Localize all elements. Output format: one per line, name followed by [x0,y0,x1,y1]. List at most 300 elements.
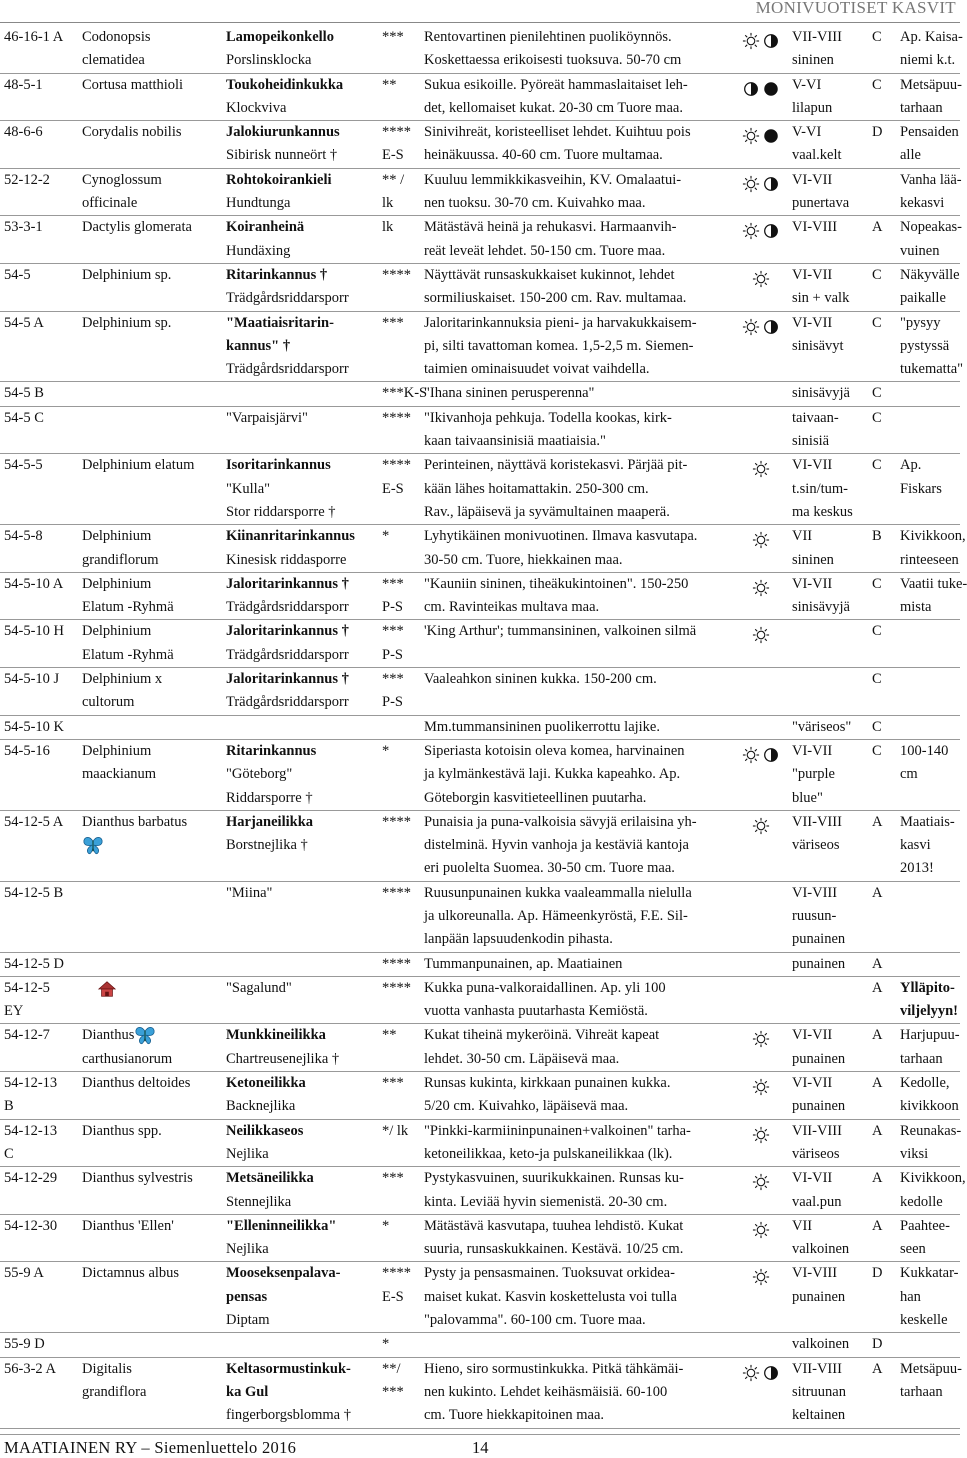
note-line: tarhaan [900,99,943,116]
description [422,739,734,810]
note [896,1214,960,1262]
house-icon [96,979,118,999]
note [896,1072,960,1120]
description-line: sormiliuskaiset. 150-200 cm. Rav. multamaa. [424,290,687,307]
latin-name [78,1214,222,1262]
bloom-time-color-line: VI-VIII [792,1265,838,1282]
note-line: mista [900,599,932,616]
bloom-time-color [788,168,870,216]
latin-name-line: Delphinium sp. [82,266,172,283]
common-name-line: Sibirisk nunneört † [226,147,338,164]
table-row [0,1333,960,1357]
latin-name-line: officinale [82,195,138,212]
description [422,1167,734,1215]
description [422,168,734,216]
common-name-line: Jaloritarinkannus † [226,623,349,640]
rating-stars-line: **** [382,955,411,972]
common-name-line: "Kulla" [226,480,271,497]
bloom-time-color [788,525,870,573]
light-requirement [734,121,788,169]
description-line: Koskettaessa erikoisesti tuoksuva. 50-70 cm [424,52,682,69]
bloom-time-color-line: sinisävyjä [792,385,850,402]
seed-code [0,406,78,454]
note-line: cm [900,766,918,783]
rating-stars [380,1333,422,1357]
common-name [222,454,380,525]
rating-stars [380,216,422,264]
half-shade-icon [762,1364,780,1382]
rating-stars-line: *** [382,1170,404,1187]
seed-code [0,454,78,525]
description [422,454,734,525]
bloom-time-color [788,1262,870,1333]
note-line: viksi [900,1145,929,1162]
note [896,881,960,952]
rating-stars-line: * [382,1336,390,1353]
latin-name [78,810,222,881]
seed-code [0,168,78,216]
seed-code-line: 54-5-10 H [4,623,65,640]
bloom-time-color [788,263,870,311]
description-line: Kukka puna-valkoraidallinen. Ap. yli 100 [424,979,666,996]
light-requirement [734,406,788,454]
latin-name-line: Codonopsis [82,29,151,45]
note [896,216,963,264]
rating-stars-line: lk [382,195,394,212]
seed-code-line: 54-5 C [4,409,44,426]
description [422,382,734,406]
seed-code [0,26,78,73]
half-shade-icon [762,32,780,50]
table-row [0,382,960,406]
common-name-line: Jaloritarinkannus † [226,671,349,688]
common-name [222,1072,380,1120]
note-line: han [900,1288,921,1305]
bloom-time-color-line: punainen [792,1050,846,1067]
rating-stars [380,976,422,1024]
hardiness-class: A [870,952,896,976]
seed-code-line: 54-12-29 [4,1170,58,1187]
sun-icon [742,746,760,764]
hardiness-class: A [870,881,896,952]
bloom-time-color-line: VII-VIII [792,29,842,45]
common-name-line: Jalokiurunkannus [226,124,340,141]
common-name [222,952,380,976]
rating-stars-line: **** [382,409,411,426]
latin-name-line: Delphinium x [82,671,163,688]
rating-stars [380,454,422,525]
seed-code [0,382,78,406]
seed-code [0,620,78,668]
description-line: cm. Ravinteikas multava maa. [424,599,600,616]
description [422,1072,734,1120]
seed-code-line: 54-5 A [4,314,44,331]
table-row [0,1167,960,1215]
rating-stars-line: **** [382,1265,411,1282]
bloom-time-color-line: blue" [792,789,823,806]
note-line: kivikkoon [900,1098,959,1115]
bloom-time-color [788,572,870,620]
common-name-line: Klockviva [226,99,287,116]
common-name [222,572,380,620]
seed-code [0,1119,78,1167]
seed-code-line: 54-12-30 [4,1217,58,1234]
bloom-time-color-line: t.sin/tum- [792,480,848,497]
description-line: Mätästävä heinä ja rehukasvi. Harmaanvih- [424,219,677,236]
seed-code-line: 54-5-10 K [4,718,65,735]
description-line: Siperiasta kotoisin oleva komea, harvinainen [424,742,685,759]
table-row [0,73,960,121]
table-row [0,121,960,169]
hardiness-class: C [870,620,896,668]
latin-name-line: Delphinium elatum [82,457,195,474]
latin-name [78,311,222,382]
light-requirement [734,73,788,121]
latin-name-line: Dianthus sylvestris [82,1170,193,1187]
bloom-time-color-line: valkoinen [792,1241,850,1258]
note [896,739,960,810]
note [896,263,960,311]
common-name [222,1214,380,1262]
latin-name-line: Dianthus spp. [82,1122,162,1139]
common-name-line: Kinesisk riddasporre [226,551,347,568]
common-name-line: "Elleninneilikka" [226,1217,337,1234]
description-line: "palovamma". 60-100 cm. Tuore maa. [424,1312,646,1329]
bloom-time-color-line: sinisiä [792,433,830,450]
description-line: lanpään lapsuudenkodin pihasta. [424,931,613,948]
seed-code-line: 54-12-5 [4,979,50,996]
note-line: kedolle [900,1193,943,1210]
latin-name-line: Delphinium [82,528,152,545]
latin-name [78,216,222,264]
shade-icon [762,127,780,145]
description [422,881,734,952]
bloom-time-color-line: ma keskus [792,503,853,520]
bloom-time-color [788,1024,870,1072]
rating-stars [380,952,422,976]
note-line: Vanha lää- [900,171,962,188]
latin-name [78,1072,222,1120]
description [422,73,734,121]
bloom-time-color-line: VI-VII [792,171,833,188]
bloom-time-color [788,26,870,73]
description-line: 'King Arthur'; tummansininen, valkoinen silmä [424,623,697,640]
description-line: kinta. Leviää hyvin siemenistä. 20-30 cm. [424,1193,668,1210]
common-name-line: Trädgårdsriddarsporr [226,290,349,307]
seed-code-line: 54-12-13 [4,1075,58,1092]
sun-icon [752,626,770,644]
note [896,406,960,454]
common-name-line: Chartreusenejlika † [226,1050,340,1067]
common-name [222,668,380,716]
bloom-time-color [788,406,870,454]
rating-stars [380,406,422,454]
common-name-line: Porslinsklocka [226,52,312,69]
hardiness-class: D [870,1333,896,1357]
note-line: Maatiais- [900,813,955,830]
rating-stars-line: ** / [382,171,405,188]
rating-stars-line: ** [382,76,397,93]
latin-name [78,1167,222,1215]
bloom-time-color-line: VI-VII [792,575,833,592]
bloom-time-color-line: sinisävyjä [792,599,850,616]
hardiness-class: C [870,668,896,716]
common-name-line: Harjaneilikka [226,813,314,830]
table-row [0,810,960,881]
latin-name [78,620,222,668]
description [422,620,734,668]
description [422,952,734,976]
table-row [0,525,960,573]
common-name [222,73,380,121]
note-line: paikalle [900,290,946,307]
description-line: "Kauniin sininen, tiheäkukintoinen". 150-250 [424,575,689,592]
seed-code-line: 56-3-2 A [4,1360,56,1377]
hardiness-class: A [870,1214,896,1262]
sun-icon [752,817,770,835]
sun-icon [742,127,760,145]
rating-stars-line: **** [382,266,411,283]
seed-code-line: C [4,1145,14,1162]
note-line: Reunakas- [900,1122,962,1139]
common-name-line: ka Gul [226,1383,269,1400]
common-name [222,715,380,739]
description-line: suuria, runsaskukkainen. Kestävä. 10/25 cm. [424,1241,684,1258]
description-line: Tummanpunainen, ap. Maatiainen [424,955,623,972]
bloom-time-color [788,715,870,739]
light-requirement [734,668,788,716]
latin-name [78,881,222,952]
seed-code [0,1262,78,1333]
note-line: Ap. [900,457,922,474]
description [422,26,734,73]
page-number: 14 [472,1438,489,1457]
seed-code [0,525,78,573]
table-row [0,976,960,1024]
note-line: Pensaiden [900,124,959,141]
description [422,406,734,454]
note [896,976,960,1024]
rating-stars [380,26,422,73]
light-requirement [734,168,788,216]
description-line: pi, silti tavattoman komea. 1,5-2,5 m. Siemen- [424,337,694,354]
common-name [222,881,380,952]
bloom-time-color [788,216,870,264]
light-requirement [734,26,788,73]
common-name [222,168,380,216]
common-name [222,26,380,73]
common-name-line: pensas [226,1288,268,1305]
note [896,454,960,525]
seed-code-line: 54-12-13 [4,1122,58,1139]
bloom-time-color [788,1333,870,1357]
latin-name-line: Dianthus 'Ellen' [82,1217,174,1234]
hardiness-class: C [870,263,896,311]
light-requirement [734,810,788,881]
seed-catalog-body [0,26,967,1428]
common-name-line: Lamopeikonkello [226,29,334,45]
common-name [222,1333,380,1357]
bloom-time-color-line: punainen [792,1288,846,1305]
latin-name [78,572,222,620]
rating-stars-line: *** [382,29,404,45]
sun-icon [752,579,770,597]
note [896,1167,966,1215]
rating-stars-line: lk [382,219,394,236]
light-requirement [734,454,788,525]
bloom-time-color-line: VI-VII [792,1027,833,1044]
rating-stars-line: **/ [382,1360,401,1377]
common-name-line: Metsäneilikka [226,1170,314,1187]
common-name [222,620,380,668]
rating-stars [380,881,422,952]
note-line: Kivikkoon, [900,1170,966,1187]
light-requirement [734,1119,788,1167]
common-name-line: Trädgårdsriddarsporr [226,361,349,378]
rating-stars-line: P-S [382,694,403,711]
hardiness-class: C [870,311,896,382]
hardiness-class: C [870,739,896,810]
rating-stars-line: **** [382,813,411,830]
latin-name-line: Cortusa matthioli [82,76,184,93]
description-line: Sinivihreät, koristeelliset lehdet. Kuihtuu pois [424,124,691,141]
bloom-time-color-line: VII [792,528,813,545]
hardiness-class: A [870,976,896,1024]
bloom-time-color [788,121,870,169]
description [422,121,734,169]
light-requirement [734,881,788,952]
bloom-time-color [788,810,870,881]
table-row [0,572,960,620]
light-requirement [734,1357,788,1428]
seed-catalog-table [0,26,967,1429]
seed-code [0,739,78,810]
note-line: Fiskars [900,480,942,497]
description-line: Jaloritarinkannuksia pieni- ja harvakukkaisem- [424,314,697,331]
description-line: lehdet. 30-50 cm. Läpäisevä maa. [424,1050,620,1067]
light-requirement [734,620,788,668]
latin-name [78,976,222,1024]
description-line: Hieno, siro sormustinkukka. Pitkä tähkämäi- [424,1360,684,1377]
description-line: Pystykasvuinen, suurikukkainen. Runsas ku- [424,1170,684,1187]
bloom-time-color-line: keltainen [792,1407,846,1424]
common-name [222,1024,380,1072]
note-line: Vaatii tuke- [900,575,967,592]
common-name [222,1167,380,1215]
rating-stars [380,1167,422,1215]
common-name-line: Neilikkaseos [226,1122,304,1139]
seed-code-line: 46-16-1 A [4,29,64,45]
description [422,1024,734,1072]
footer-title: MAATIAINEN RY – Siemenluettelo 2016 [4,1438,297,1457]
bloom-time-color-line: sitruunan [792,1383,846,1400]
description-line: 30-50 cm. Tuore, hiekkainen maa. [424,551,623,568]
bloom-time-color-line: sininen [792,551,834,568]
common-name-line: "Miina" [226,884,273,901]
bloom-time-color-line: VI-VII [792,266,833,283]
table-row [0,715,960,739]
seed-code-line: 53-3-1 [4,219,43,236]
note-line: Kedolle, [900,1075,950,1092]
latin-name [78,26,222,73]
common-name-line: Toukoheidinkukka [226,76,344,93]
common-name [222,976,380,1024]
seed-code-line: 54-5 B [4,385,44,402]
half-shade-icon [762,222,780,240]
rating-stars-line: P-S [382,646,403,663]
note-line: Paahtee- [900,1217,950,1234]
common-name [222,406,380,454]
description-line: ketoneilikkaa, keto-ja pulskaneilikkaa (lk). [424,1145,673,1162]
sun-icon [742,318,760,336]
note [896,810,960,881]
latin-name-line: Elatum -Ryhmä [82,599,174,616]
latin-name-line: Delphinium [82,742,152,759]
seed-code [0,73,78,121]
note-line: seen [900,1241,926,1258]
latin-name [78,382,222,406]
note-line: kekasvi [900,195,945,212]
table-row [0,168,960,216]
rating-stars [380,382,428,406]
latin-name-line: Dianthus barbatus [82,813,188,830]
table-row [0,1119,960,1167]
note [896,1024,960,1072]
latin-name [78,168,222,216]
note-line: Metsäpuu- [900,76,963,93]
seed-code-line: 54-12-7 [4,1027,50,1044]
common-name [222,121,380,169]
common-name [222,525,380,573]
description-line: maiset kukat. Kasvin koskettelusta voi tulla [424,1288,677,1305]
seed-code-line: 54-12-5 D [4,955,65,972]
note [896,26,963,73]
description-line: cm. Tuore hiekkapitoinen maa. [424,1407,605,1424]
description-line: Rentovartinen pienilehtinen puoliköynnös. [424,29,672,45]
note-line: 100-140 [900,742,949,759]
rating-stars-line: *** [382,314,404,331]
table-row [0,1214,960,1262]
rating-stars-line: *** [382,1075,404,1092]
description-line: reät leveät lehdet. 50-150 cm. Tuore maa. [424,242,666,259]
description-line: Sukua esikoille. Pyöreät hammaslaitaiset leh- [424,76,688,93]
light-requirement [734,572,788,620]
common-name-line: Borstnejlika † [226,837,308,854]
common-name-line: Stennejlika [226,1193,292,1210]
latin-name-line: grandiflora [82,1383,147,1400]
description-line: Perinteinen, näyttävä koristekasvi. Pärjää pit- [424,457,688,474]
seed-code [0,881,78,952]
note [896,668,960,716]
rating-stars-line: * [382,528,390,545]
seed-code [0,1357,78,1428]
description [422,1214,734,1262]
bloom-time-color [788,1072,870,1120]
rating-stars [380,572,422,620]
common-name-line: Rohtokoirankieli [226,171,332,188]
rating-stars [380,715,422,739]
note-line: pystyssä [900,337,950,354]
bottom-divider [0,1434,960,1435]
common-name-line: Ritarinkannus † [226,266,328,283]
bloom-time-color [788,1357,870,1428]
description [422,668,734,716]
description-line: ja ulkoreunalla. Ap. Hämeenkyröstä, F.E. Sil- [424,907,688,924]
bloom-time-color-line: "väriseos" [792,718,852,735]
seed-code-line: 54-5-5 [4,457,43,474]
latin-name-line: grandiflorum [82,551,159,568]
bloom-time-color-line: sin + valk [792,290,850,307]
